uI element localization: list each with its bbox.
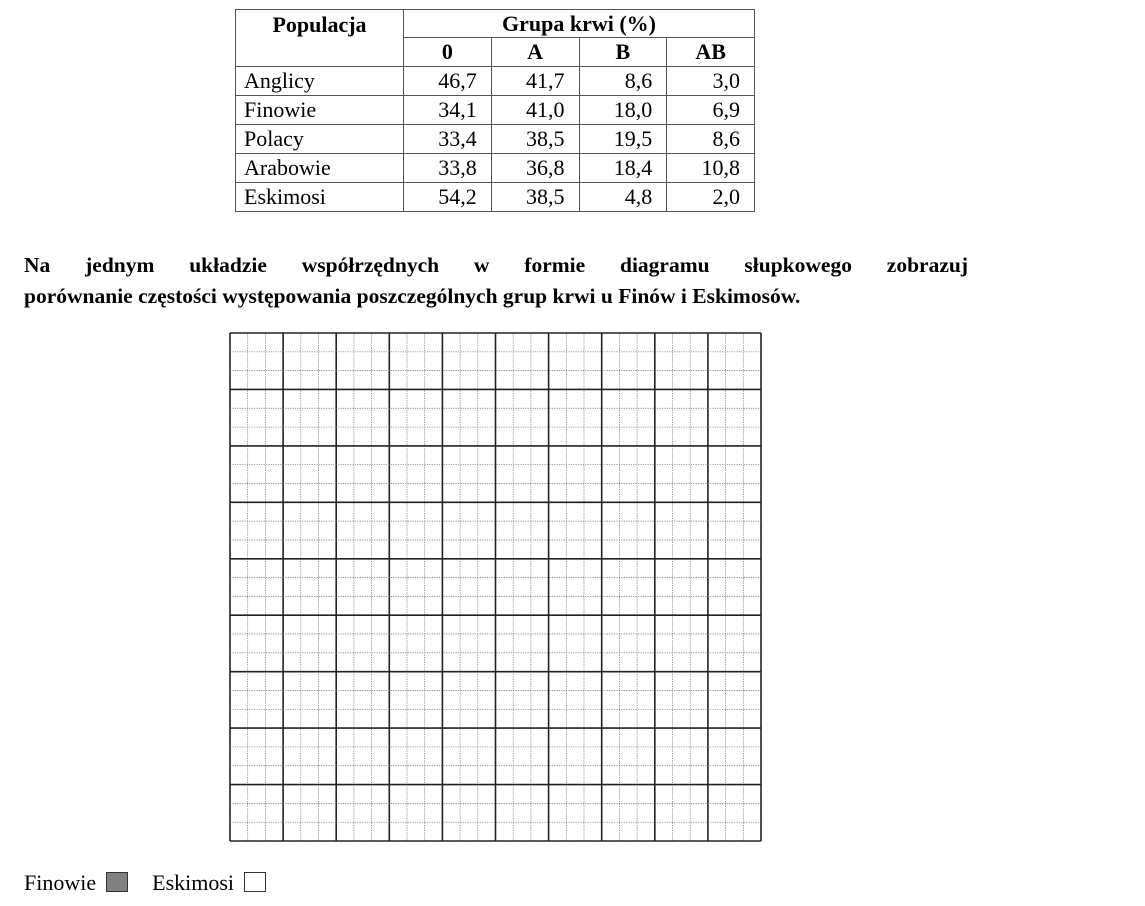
table-row [236,183,755,212]
column-header: AB [667,38,755,67]
table-row [236,154,755,183]
column-header: A [491,38,579,67]
population-cell: Eskimosi [236,183,404,212]
value-cell: 54,2 [404,183,492,212]
value-cell: 6,9 [667,96,755,125]
value-cell: 4,8 [579,183,667,212]
value-cell: 38,5 [491,183,579,212]
table-row [236,96,755,125]
column-header: B [579,38,667,67]
value-cell: 3,0 [667,67,755,96]
population-cell: Arabowie [236,154,404,183]
legend-label-eskimosi: Eskimosi [152,870,235,895]
task-line-2: porównanie częstości występowania poszczególnych grup krwi u Finów i Eskimosów. [24,284,801,308]
value-cell: 19,5 [579,125,667,154]
legend-swatch-finowie [106,872,128,892]
value-cell: 46,7 [404,67,492,96]
population-header: Populacja [236,10,404,67]
value-cell: 18,0 [579,96,667,125]
blood-group-header: Grupa krwi (%) [404,10,755,38]
population-cell: Anglicy [236,67,404,96]
value-cell: 10,8 [667,154,755,183]
value-cell: 36,8 [491,154,579,183]
blood-group-table [235,9,755,212]
legend-swatch-eskimosi [244,872,266,892]
legend-label-finowie: Finowie [24,870,97,895]
value-cell: 33,8 [404,154,492,183]
population-cell: Polacy [236,125,404,154]
task-line-1: Na jednym układzie współrzędnych w formie diagramu słupkowego zobrazuj [24,253,968,277]
legend [24,869,266,897]
value-cell: 8,6 [667,125,755,154]
value-cell: 41,7 [491,67,579,96]
value-cell: 33,4 [404,125,492,154]
value-cell: 41,0 [491,96,579,125]
column-header: 0 [404,38,492,67]
value-cell: 2,0 [667,183,755,212]
value-cell: 34,1 [404,96,492,125]
value-cell: 8,6 [579,67,667,96]
task-instruction [24,250,968,312]
table-row [236,125,755,154]
table-row [236,67,755,96]
value-cell: 18,4 [579,154,667,183]
value-cell: 38,5 [491,125,579,154]
answer-grid[interactable] [229,332,762,842]
population-cell: Finowie [236,96,404,125]
